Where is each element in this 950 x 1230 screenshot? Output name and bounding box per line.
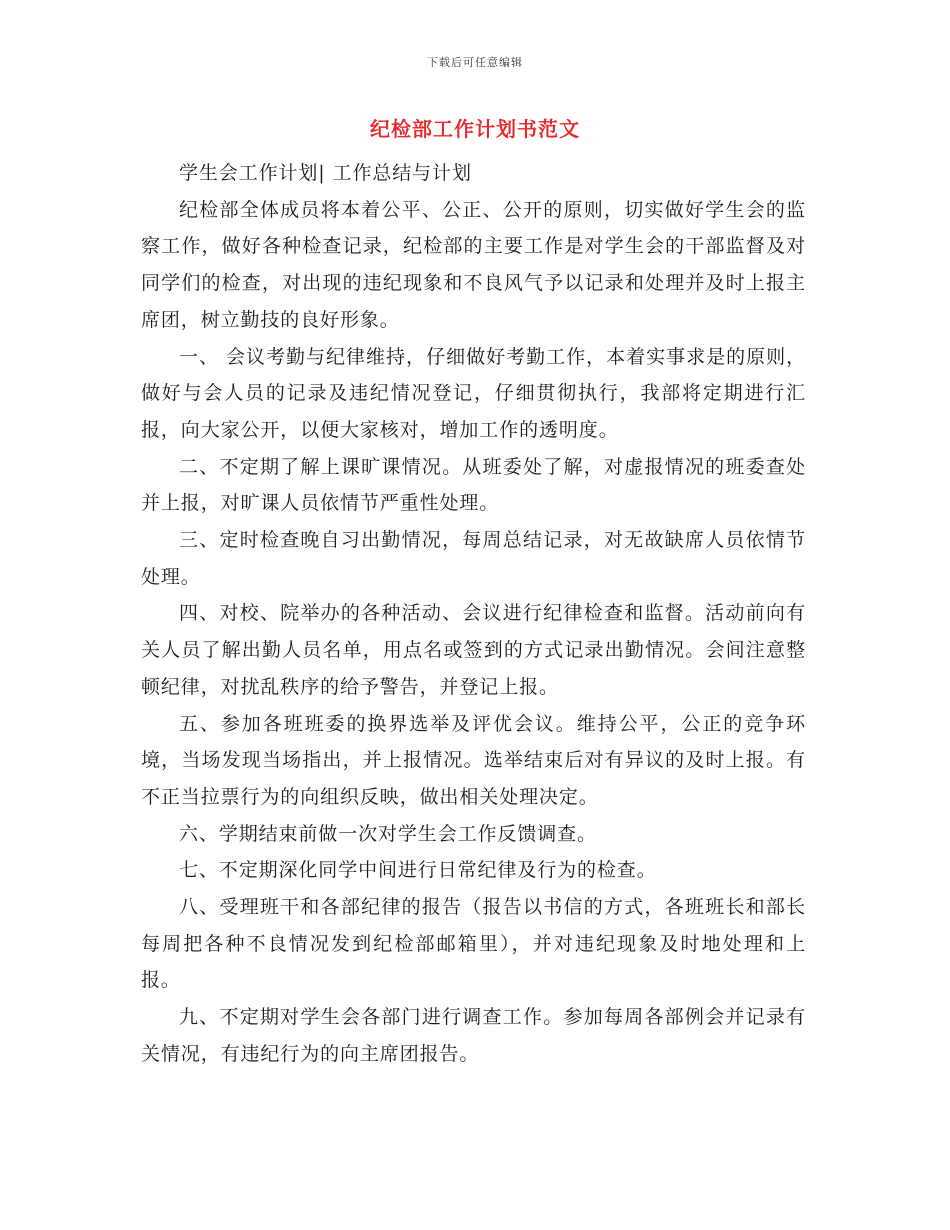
paragraph-subtitle: 学生会工作计划| 工作总结与计划 [179, 162, 472, 184]
paragraph-item-6: 六、学期结束前做一次对学生会工作反馈调查。 [179, 822, 597, 845]
paragraph-item-1: 一、 会议考勤与纪律维持，仔细做好考勤工作，本着实事求是的原则，做好与会人员的记录及违纪情况登记，仔细贯彻执行，我部将定期进行汇报，向大家公开，以便大家核对，增加工作的透明度。 [141, 345, 806, 441]
document-body [141, 155, 806, 1073]
paragraph-item-2: 二、不定期了解上课旷课情况。从班委处了解，对虚报情况的班委查处并上报，对旷课人员依情节严重性处理。 [141, 455, 806, 515]
paragraph-item-8: 八、受理班干和各部纪律的报告（报告以书信的方式，各班班长和部长每周把各种不良情况发到纪检部邮箱里），并对违纪现象及时地处理和上报。 [141, 896, 806, 992]
header-note: 下载后可任意编辑 [427, 56, 523, 69]
paragraph-item-5: 五、参加各班班委的换界选举及评优会议。维持公平，公正的竞争环境，当场发现当场指出，并上报情况。选举结束后对有异议的及时上报。有不正当拉票行为的向组织反映，做出相关处理决定。 [141, 712, 806, 808]
document-title: 纪检部工作计划书范文 [370, 117, 580, 141]
paragraph-item-9: 九、不定期对学生会各部门进行调查工作。参加每周各部例会并记录有关情况，有违纪行为的向主席团报告。 [141, 1006, 806, 1065]
paragraph-item-4: 四、对校、院举办的各种活动、会议进行纪律检查和监督。活动前向有关人员了解出勤人员名单，用点名或签到的方式记录出勤情况。会间注意整顿纪律，对扰乱秩序的给予警告，并登记上报。 [141, 602, 806, 698]
paragraph-item-7: 七、不定期深化同学中间进行日常纪律及行为的检查。 [179, 859, 657, 882]
paragraph-item-3: 三、定时检查晚自习出勤情况，每周总结记录，对无故缺席人员依情节处理。 [141, 529, 806, 588]
paragraph-intro: 纪检部全体成员将本着公平、公正、公开的原则，切实做好学生会的监察工作，做好各种检查记录，纪检部的主要工作是对学生会的干部监督及对同学们的检查，对出现的违纪现象和不良风气予以记录和处理并及时上报主席团，树立勤技的良好形象。 [141, 198, 806, 331]
